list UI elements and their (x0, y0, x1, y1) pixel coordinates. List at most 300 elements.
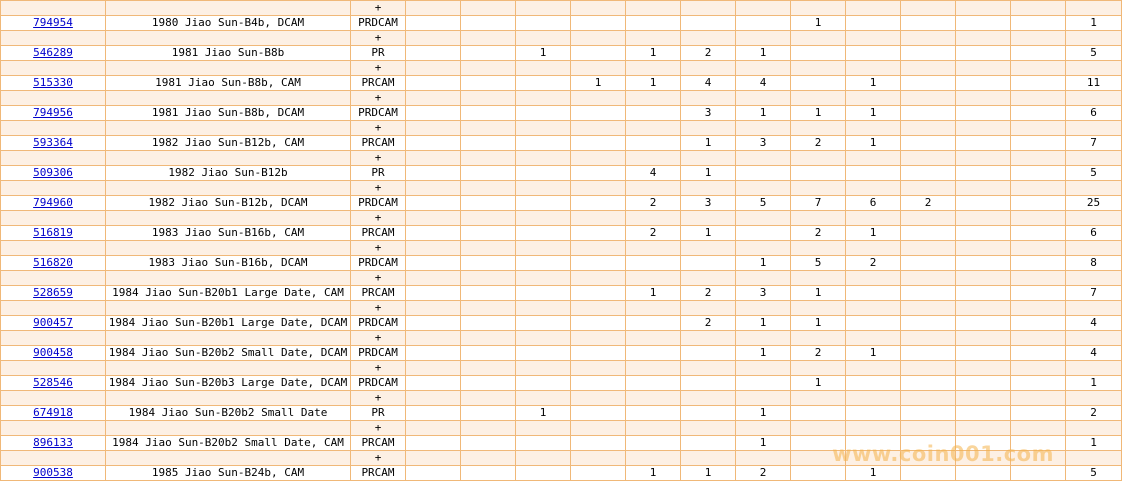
cert-id-link[interactable]: 900457 (33, 316, 73, 329)
spacer-cell (1066, 451, 1122, 466)
grade-count-cell (956, 106, 1011, 121)
grade-count-cell (406, 436, 461, 451)
spacer-cell (461, 301, 516, 316)
spacer-cell (956, 151, 1011, 166)
spacer-cell (516, 181, 571, 196)
grade-count-cell (791, 466, 846, 481)
grade-count-cell: 1 (736, 406, 791, 421)
table-row (1, 376, 1122, 391)
spacer-cell (846, 1, 901, 16)
grade-count-cell (846, 286, 901, 301)
grade-count-cell (571, 46, 626, 61)
grade-count-cell (406, 286, 461, 301)
spacer-cell (846, 61, 901, 76)
spacer-cell (791, 181, 846, 196)
grade-count-cell (901, 346, 956, 361)
spacer-cell (1, 91, 106, 106)
coin-name-cell: 1984 Jiao Sun-B20b2 Small Date, CAM (106, 436, 351, 451)
grade-count-cell: 1 (846, 226, 901, 241)
spacer-cell (626, 1, 681, 16)
grade-count-cell (516, 226, 571, 241)
spacer-cell (1011, 91, 1066, 106)
grade-count-cell (406, 196, 461, 211)
grade-designation-cell: PRDCAM (351, 256, 406, 271)
spacer-cell (1066, 181, 1122, 196)
cert-id-cell (1, 76, 106, 91)
spacer-cell (681, 391, 736, 406)
spacer-cell (681, 181, 736, 196)
expand-toggle[interactable]: + (351, 211, 406, 226)
grade-count-cell: 3 (681, 106, 736, 121)
spacer-cell (516, 241, 571, 256)
expand-toggle[interactable]: + (351, 271, 406, 286)
grade-count-cell: 4 (736, 76, 791, 91)
total-count-cell: 5 (1066, 46, 1122, 61)
cert-id-link[interactable]: 593364 (33, 136, 73, 149)
grade-count-cell (461, 316, 516, 331)
spacer-cell (571, 91, 626, 106)
spacer-cell (406, 271, 461, 286)
grade-count-cell: 1 (516, 406, 571, 421)
spacer-cell (461, 61, 516, 76)
spacer-cell (956, 121, 1011, 136)
spacer-cell (1011, 271, 1066, 286)
spacer-cell (681, 211, 736, 226)
grade-count-cell (406, 376, 461, 391)
spacer-cell (956, 301, 1011, 316)
spacer-cell (106, 421, 351, 436)
grade-count-cell: 2 (681, 46, 736, 61)
spacer-cell (1066, 421, 1122, 436)
table-row (1, 286, 1122, 301)
cert-id-cell (1, 166, 106, 181)
expand-toggle[interactable]: + (351, 121, 406, 136)
spacer-cell (571, 421, 626, 436)
grade-designation-cell: PRDCAM (351, 376, 406, 391)
cert-id-cell (1, 46, 106, 61)
grade-count-cell (516, 436, 571, 451)
grade-count-cell (736, 166, 791, 181)
grade-count-cell (791, 436, 846, 451)
spacer-cell (791, 91, 846, 106)
cert-id-link[interactable]: 794960 (33, 196, 73, 209)
coin-name-cell: 1983 Jiao Sun-B16b, DCAM (106, 256, 351, 271)
cert-id-link[interactable]: 794954 (33, 16, 73, 29)
grade-designation-cell: PRCAM (351, 286, 406, 301)
cert-id-cell (1, 376, 106, 391)
spacer-cell (956, 61, 1011, 76)
cert-id-link[interactable]: 515330 (33, 76, 73, 89)
grade-count-cell (571, 196, 626, 211)
grade-count-cell (406, 16, 461, 31)
spacer-cell (846, 121, 901, 136)
spacer-cell (1, 181, 106, 196)
expand-toggle[interactable]: + (351, 301, 406, 316)
grade-count-cell (956, 256, 1011, 271)
spacer-cell (736, 301, 791, 316)
spacer-cell (736, 271, 791, 286)
spacer-cell (626, 361, 681, 376)
grade-count-cell: 1 (846, 346, 901, 361)
grade-count-cell (516, 196, 571, 211)
spacer-cell (516, 151, 571, 166)
cert-id-cell (1, 16, 106, 31)
spacer-cell (901, 1, 956, 16)
cert-id-link[interactable]: 794956 (33, 106, 73, 119)
spacer-cell (846, 91, 901, 106)
grade-count-cell (901, 16, 956, 31)
grade-count-cell (461, 106, 516, 121)
grade-count-cell (1011, 166, 1066, 181)
grade-count-cell (901, 166, 956, 181)
expand-toggle[interactable]: + (351, 421, 406, 436)
spacer-cell (516, 1, 571, 16)
spacer-cell (791, 331, 846, 346)
grade-count-cell (461, 16, 516, 31)
grade-count-cell (406, 76, 461, 91)
spacer-cell (571, 31, 626, 46)
spacer-row (1, 391, 1122, 406)
spacer-cell (736, 31, 791, 46)
expand-toggle[interactable]: + (351, 241, 406, 256)
spacer-cell (681, 301, 736, 316)
cert-id-cell (1, 226, 106, 241)
total-count-cell: 4 (1066, 346, 1122, 361)
spacer-cell (106, 391, 351, 406)
grade-count-cell (956, 376, 1011, 391)
table-row (1, 316, 1122, 331)
grade-count-cell (516, 286, 571, 301)
spacer-row (1, 301, 1122, 316)
spacer-cell (901, 241, 956, 256)
spacer-cell (791, 31, 846, 46)
grade-count-cell (956, 316, 1011, 331)
spacer-row (1, 1, 1122, 16)
grade-count-cell (1011, 16, 1066, 31)
spacer-cell (516, 331, 571, 346)
cert-id-link[interactable]: 528546 (33, 376, 73, 389)
grade-designation-cell: PR (351, 406, 406, 421)
cert-id-link[interactable]: 896133 (33, 436, 73, 449)
table-row (1, 136, 1122, 151)
spacer-cell (571, 331, 626, 346)
grade-count-cell (626, 256, 681, 271)
grade-count-cell: 2 (791, 226, 846, 241)
spacer-cell (736, 331, 791, 346)
spacer-cell (791, 61, 846, 76)
spacer-cell (406, 211, 461, 226)
grade-count-cell (846, 316, 901, 331)
grade-count-cell (516, 376, 571, 391)
spacer-cell (956, 421, 1011, 436)
table-row (1, 106, 1122, 121)
grade-count-cell (901, 316, 956, 331)
spacer-cell (406, 301, 461, 316)
spacer-cell (106, 211, 351, 226)
cert-id-link[interactable]: 546289 (33, 46, 73, 59)
total-count-cell: 1 (1066, 436, 1122, 451)
spacer-cell (571, 61, 626, 76)
spacer-cell (406, 1, 461, 16)
spacer-cell (681, 1, 736, 16)
grade-count-cell: 1 (626, 46, 681, 61)
spacer-cell (106, 181, 351, 196)
grade-count-cell (406, 316, 461, 331)
table-row (1, 466, 1122, 481)
grade-count-cell (736, 226, 791, 241)
grade-count-cell (846, 16, 901, 31)
spacer-cell (461, 331, 516, 346)
spacer-cell (1066, 301, 1122, 316)
grade-count-cell (1011, 466, 1066, 481)
grade-designation-cell: PR (351, 46, 406, 61)
total-count-cell: 6 (1066, 226, 1122, 241)
spacer-cell (736, 391, 791, 406)
spacer-cell (791, 271, 846, 286)
expand-toggle[interactable]: + (351, 451, 406, 466)
coin-name-cell: 1983 Jiao Sun-B16b, CAM (106, 226, 351, 241)
spacer-cell (901, 61, 956, 76)
expand-toggle[interactable]: + (351, 1, 406, 16)
spacer-cell (516, 121, 571, 136)
grade-count-cell (461, 46, 516, 61)
coin-name-cell: 1984 Jiao Sun-B20b2 Small Date (106, 406, 351, 421)
spacer-cell (901, 31, 956, 46)
spacer-row (1, 31, 1122, 46)
spacer-cell (1011, 391, 1066, 406)
expand-toggle[interactable]: + (351, 61, 406, 76)
spacer-cell (1, 361, 106, 376)
spacer-cell (681, 91, 736, 106)
spacer-row (1, 211, 1122, 226)
spacer-cell (791, 151, 846, 166)
spacer-cell (901, 361, 956, 376)
grade-count-cell (1011, 286, 1066, 301)
spacer-cell (736, 361, 791, 376)
table-row (1, 46, 1122, 61)
grade-count-cell: 1 (846, 136, 901, 151)
spacer-cell (1011, 181, 1066, 196)
spacer-cell (791, 1, 846, 16)
spacer-cell (106, 271, 351, 286)
spacer-cell (901, 301, 956, 316)
grade-count-cell: 1 (791, 286, 846, 301)
grade-count-cell (571, 106, 626, 121)
coin-name-cell: 1982 Jiao Sun-B12b (106, 166, 351, 181)
grade-count-cell (571, 406, 626, 421)
spacer-cell (1066, 1, 1122, 16)
spacer-cell (1066, 211, 1122, 226)
spacer-cell (846, 391, 901, 406)
spacer-cell (736, 121, 791, 136)
total-count-cell: 7 (1066, 286, 1122, 301)
grade-count-cell (571, 346, 626, 361)
cert-id-cell (1, 196, 106, 211)
expand-toggle[interactable]: + (351, 91, 406, 106)
grade-count-cell (406, 406, 461, 421)
grade-count-cell (516, 316, 571, 331)
cert-id-cell (1, 406, 106, 421)
spacer-cell (791, 301, 846, 316)
spacer-cell (461, 1, 516, 16)
grade-count-cell (461, 256, 516, 271)
spacer-cell (681, 421, 736, 436)
spacer-cell (736, 151, 791, 166)
grade-count-cell: 3 (736, 286, 791, 301)
cert-id-link[interactable]: 674918 (33, 406, 73, 419)
grade-count-cell (406, 106, 461, 121)
spacer-cell (626, 451, 681, 466)
spacer-cell (106, 1, 351, 16)
spacer-row (1, 361, 1122, 376)
grade-count-cell (1011, 46, 1066, 61)
grade-count-cell (626, 106, 681, 121)
expand-toggle[interactable]: + (351, 181, 406, 196)
grade-count-cell (681, 16, 736, 31)
grade-count-cell (791, 46, 846, 61)
spacer-cell (626, 211, 681, 226)
cert-id-link[interactable]: 528659 (33, 286, 73, 299)
spacer-cell (461, 121, 516, 136)
cert-id-cell (1, 256, 106, 271)
grade-count-cell: 2 (626, 226, 681, 241)
spacer-cell (846, 31, 901, 46)
coin-name-cell: 1985 Jiao Sun-B24b, CAM (106, 466, 351, 481)
grade-count-cell: 1 (846, 106, 901, 121)
table-row (1, 406, 1122, 421)
spacer-cell (1011, 121, 1066, 136)
spacer-cell (406, 451, 461, 466)
grade-count-cell (406, 226, 461, 241)
spacer-cell (901, 271, 956, 286)
cert-id-link[interactable]: 900538 (33, 466, 73, 479)
spacer-cell (106, 31, 351, 46)
spacer-cell (406, 421, 461, 436)
grade-count-cell (901, 76, 956, 91)
spacer-cell (681, 151, 736, 166)
grade-count-cell (1011, 136, 1066, 151)
spacer-cell (1, 391, 106, 406)
cert-id-link[interactable]: 516820 (33, 256, 73, 269)
cert-id-link[interactable]: 516819 (33, 226, 73, 239)
spacer-cell (1066, 61, 1122, 76)
spacer-cell (626, 391, 681, 406)
spacer-cell (901, 91, 956, 106)
spacer-cell (901, 181, 956, 196)
spacer-cell (406, 61, 461, 76)
spacer-cell (846, 301, 901, 316)
expand-toggle[interactable]: + (351, 31, 406, 46)
coin-name-cell: 1981 Jiao Sun-B8b, DCAM (106, 106, 351, 121)
grade-count-cell (516, 346, 571, 361)
spacer-cell (681, 31, 736, 46)
grade-count-cell: 1 (846, 76, 901, 91)
cert-id-cell (1, 286, 106, 301)
grade-count-cell: 1 (736, 436, 791, 451)
grade-count-cell: 1 (681, 136, 736, 151)
expand-toggle[interactable]: + (351, 331, 406, 346)
grade-count-cell: 1 (681, 466, 736, 481)
grade-count-cell (626, 376, 681, 391)
spacer-cell (681, 451, 736, 466)
total-count-cell: 5 (1066, 166, 1122, 181)
grade-count-cell (901, 376, 956, 391)
spacer-row (1, 451, 1122, 466)
spacer-cell (681, 121, 736, 136)
spacer-cell (1066, 31, 1122, 46)
grade-count-cell (626, 436, 681, 451)
spacer-cell (461, 271, 516, 286)
grade-designation-cell: PRCAM (351, 466, 406, 481)
spacer-cell (846, 151, 901, 166)
grade-count-cell (516, 76, 571, 91)
spacer-cell (791, 391, 846, 406)
grade-count-cell (956, 436, 1011, 451)
spacer-cell (956, 271, 1011, 286)
grade-count-cell: 1 (626, 286, 681, 301)
spacer-cell (1, 241, 106, 256)
spacer-row (1, 331, 1122, 346)
grade-count-cell (681, 256, 736, 271)
spacer-cell (571, 451, 626, 466)
spacer-cell (1066, 391, 1122, 406)
grade-count-cell (956, 346, 1011, 361)
spacer-row (1, 421, 1122, 436)
spacer-cell (1, 31, 106, 46)
total-count-cell: 1 (1066, 16, 1122, 31)
spacer-cell (516, 31, 571, 46)
spacer-cell (791, 451, 846, 466)
expand-toggle[interactable]: + (351, 361, 406, 376)
grade-count-cell (901, 226, 956, 241)
grade-count-cell (956, 466, 1011, 481)
spacer-cell (956, 211, 1011, 226)
grade-designation-cell: PRCAM (351, 136, 406, 151)
grade-count-cell (846, 436, 901, 451)
spacer-cell (406, 241, 461, 256)
spacer-cell (106, 301, 351, 316)
cert-id-link[interactable]: 900458 (33, 346, 73, 359)
table-row (1, 76, 1122, 91)
spacer-cell (736, 1, 791, 16)
grade-count-cell (516, 136, 571, 151)
spacer-cell (571, 271, 626, 286)
spacer-cell (901, 391, 956, 406)
spacer-cell (106, 451, 351, 466)
spacer-cell (1, 61, 106, 76)
spacer-cell (846, 451, 901, 466)
spacer-cell (626, 151, 681, 166)
cert-id-link[interactable]: 509306 (33, 166, 73, 179)
spacer-cell (106, 331, 351, 346)
spacer-cell (1011, 421, 1066, 436)
grade-count-cell: 4 (681, 76, 736, 91)
grade-count-cell: 1 (681, 166, 736, 181)
grade-count-cell (406, 166, 461, 181)
spacer-cell (1, 121, 106, 136)
spacer-cell (571, 121, 626, 136)
spacer-cell (461, 451, 516, 466)
grade-count-cell (571, 256, 626, 271)
grade-count-cell: 4 (626, 166, 681, 181)
grade-count-cell (626, 316, 681, 331)
grade-count-cell (956, 226, 1011, 241)
grade-count-cell: 1 (791, 376, 846, 391)
expand-toggle[interactable]: + (351, 391, 406, 406)
expand-toggle[interactable]: + (351, 151, 406, 166)
grade-count-cell (516, 16, 571, 31)
grade-count-cell (571, 166, 626, 181)
